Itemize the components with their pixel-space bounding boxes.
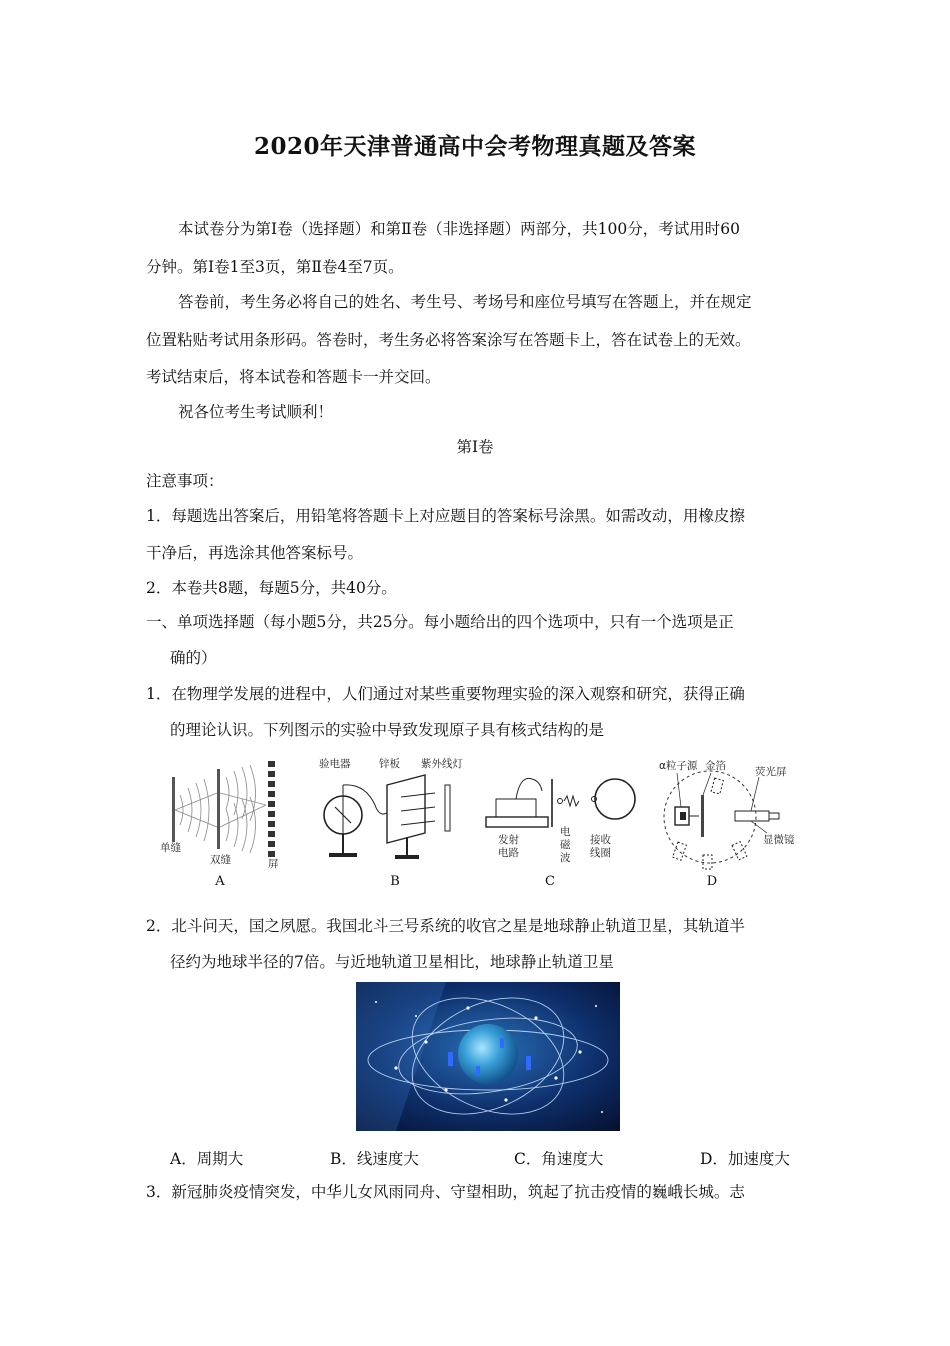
label-receive: 接收 [590,834,611,846]
figure-b-label: B [390,874,400,889]
earth-orbit-illustration [356,982,620,1131]
page-title: 2020年天津普通高中会考物理真题及答案 [253,133,696,160]
option-b[interactable]: B．线速度大 [330,1150,419,1168]
figure-d-alpha-scattering [655,755,810,895]
photoelectric-diagram [315,755,475,870]
notes-heading: 注意事项： [146,472,224,490]
part-1-heading-line-1: 一、单项选择题（每小题5分，共25分。每小题给出的四个选项中，只有一个选项是正 [146,613,734,631]
question-1-line-2: 的理论认识。下列图示的实验中导致发现原子具有核式结构的是 [170,721,605,739]
note-1-line-1: 1．每题选出答案后，用铅笔将答题卡上对应题目的答案标号涂黑。如需改动，用橡皮擦 [146,507,745,525]
figure-a-label: A [215,874,225,889]
label-gold-foil: 金箔 [705,760,726,772]
label-ci: 磁 [560,839,571,851]
label-fluorescent-screen: 荧光屏 [755,766,787,778]
double-slit-diagram [150,755,300,870]
label-coil: 线圈 [590,847,611,859]
question-1-line-1: 1．在物理学发展的进程中，人们通过对某些重要物理实验的深入观察和研究，获得正确 [146,685,745,703]
question-2-line-1: 2．北斗问天，国之夙愿。我国北斗三号系统的收官之星是地球静止轨道卫星，其轨道半 [146,917,745,935]
beidou-satellite-image [356,982,620,1131]
intro-paragraph-1-line-2: 分钟。第Ⅰ卷1至3页，第Ⅱ卷4至7页。 [146,258,404,276]
alpha-scattering-diagram [655,755,810,870]
label-uv-lamp: 紫外线灯 [421,758,463,770]
intro-paragraph-2-line-1: 答卷前，考生务必将自己的姓名、考生号、考场号和座位号填写在答题上，并在规定 [178,293,752,311]
label-single-slit: 单缝 [160,842,181,854]
option-a[interactable]: A．周期大 [170,1150,244,1168]
intro-paragraph-3: 祝各位考生考试顺利！ [178,403,334,421]
question-1-figures [150,755,810,895]
note-1-line-2: 干净后，再选涂其他答案标号。 [146,544,364,562]
figure-c-em-wave [480,755,645,895]
figure-d-label: D [706,874,718,889]
label-transmit: 发射 [498,834,519,846]
figure-c-label: C [545,874,555,889]
question-3-line-1: 3．新冠肺炎疫情突发，中华儿女风雨同舟、守望相助，筑起了抗击疫情的巍峨长城。志 [146,1183,745,1201]
label-circuit: 电路 [498,847,519,859]
label-alpha-source: α粒子源 [659,760,698,772]
intro-paragraph-2-line-3: 考试结束后，将本试卷和答题卡一并交回。 [146,368,441,386]
label-screen: 屏 [268,858,279,870]
figure-a-double-slit [150,755,300,895]
question-2-line-2: 径约为地球半径的7倍。与近地轨道卫星相比，地球静止轨道卫星 [170,953,614,971]
part-1-heading-line-2: 确的） [170,649,217,667]
label-microscope: 显微镜 [763,834,795,846]
intro-paragraph-2-line-2: 位置粘贴考试用条形码。答卷时，考生务必将答案涂写在答题卡上，答在试卷上的无效。 [146,331,751,349]
label-zinc-plate: 锌板 [379,758,400,770]
note-2: 2．本卷共8题，每题5分，共40分。 [146,579,397,597]
option-d[interactable]: D．加速度大 [700,1150,790,1168]
figure-b-photoelectric [315,755,475,895]
section-title: 第Ⅰ卷 [456,438,494,456]
label-dian: 电 [560,826,571,838]
em-wave-diagram [480,755,645,870]
intro-paragraph-1-line-1: 本试卷分为第Ⅰ卷（选择题）和第Ⅱ卷（非选择题）两部分，共100分，考试用时60 [178,220,740,238]
label-electroscope: 验电器 [319,758,351,770]
option-c[interactable]: C．角速度大 [514,1150,604,1168]
label-double-slit: 双缝 [210,854,231,866]
label-bo: 波 [560,852,571,864]
